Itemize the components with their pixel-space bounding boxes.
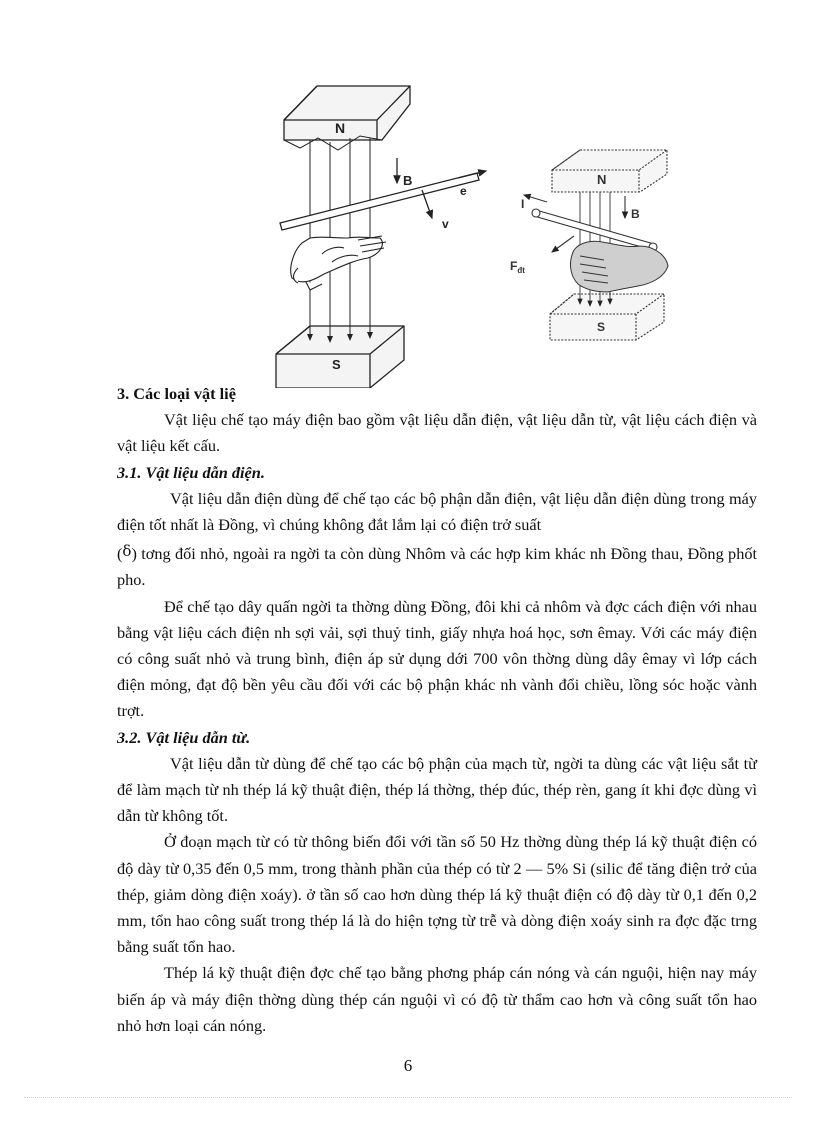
right-hand [571,241,668,292]
left-north-magnet [284,86,410,150]
conductor-paragraph-a: Vật liệu dẫn điện dùng để chế tạo các bộ phận dẫn điện, vật liệu dẫn điện dùng trong máy điện tốt nhất là Đồng, vì chúng không đắt lắm lại có điện trở suất [117,488,757,535]
left-hand [291,236,386,290]
winding-paragraph: Để chế tạo dây quấn ngời ta thờng dùng Đồng, đôi khi cả nhôm và đợc cách điện với nhau bằng vật liệu cách điện nh sợi vải, sợi thuỷ tinh, giấy nhựa hoá học, sơn êmay. Với các máy điện có công suất nhỏ và trung bình, điện áp sử dụng dới 700 vôn thờng dùng dây êmay vì lớp cách điện mỏng, đạt độ bền yêu cầu đối với các bộ phận khác nh vành đổi chiều, lồng sóc hoặc vành trợt. [117,596,757,721]
left-conductor [280,171,486,230]
section-3-heading: 3. Các loại vật liệ [117,384,236,403]
resistivity-symbol: δ [122,542,132,561]
section-3-2-heading: 3.2. Vật liệu dẫn từ. [117,727,251,747]
right-north-label: N [597,172,607,187]
right-field-label: B [631,207,640,221]
right-north-magnet [552,150,667,192]
magnetic-paragraph-c: Thép lá kỹ thuật điện đợc chế tạo bằng phơng pháp cán nóng và cán nguội, hiện nay máy biến áp và máy điện thờng dùng thép cán nguội vì có độ từ thẩm cao hơn và công suất tổn hao nhỏ hơn loại cán nóng. [117,963,757,1035]
right-diagram [524,150,668,340]
section-3-1-heading: 3.1. Vật liệu dẫn điện. [117,462,265,482]
intro-paragraph: Vật liệu chế tạo máy điện bao gồm vật liệu dẫn điện, vật liệu dẫn từ, vật liệu cách điện và vật liệu kết cấu. [117,410,757,456]
left-velocity-label: v [442,217,449,231]
left-field-label: B [403,173,413,188]
page-number: 6 [403,1056,413,1075]
right-south-magnet [550,294,664,340]
conductor-paragraph-b: (δ) tơng đối nhỏ, ngoài ra ngời ta còn dùng Nhôm và các hợp kim khác nh Đồng thau, Đồng phốt pho. [117,542,757,590]
body-text [117,381,757,1039]
footer-divider [24,1097,792,1098]
left-south-label: S [332,357,341,372]
right-south-label: S [597,320,606,334]
electromagnetic-hand-rules-figure [262,78,682,388]
left-north-label: N [335,120,346,136]
magnetic-paragraph-b: Ở đoạn mạch từ có từ thông biến đổi với tần số 50 Hz thờng dùng thép lá kỹ thuật điện có độ dày từ 0,35 đến 0,5 mm, trong thành phần của thép có từ 2 — 5% Si (silic để tăng điện trở của thép, giảm dòng điện xoáy). ở tần số cao hơn dùng thép lá kỹ thuật điện có độ dày từ 0,1 đến 0,2 mm, tổn hao công suất trong thép lá là do hiện tợng từ trễ và dòng điện xoáy sinh ra đợc đặc trng bằng suất tổn hao. [117,832,757,957]
magnetic-paragraph-a: Vật liệu dẫn từ dùng để chế tạo các bộ phận của mạch từ, ngời ta dùng các vật liệu sắt từ để làm mạch từ nh thép lá kỹ thuật điện, thép lá thờng, thép đúc, thép rèn, gang ít khi đợc dùng vì dẫn từ không tốt. [117,753,757,826]
right-current-label: I [521,197,525,211]
right-force-label: $F_{đt}$ [510,259,525,275]
left-diagram [276,86,486,388]
left-emf-label: e [460,184,467,198]
